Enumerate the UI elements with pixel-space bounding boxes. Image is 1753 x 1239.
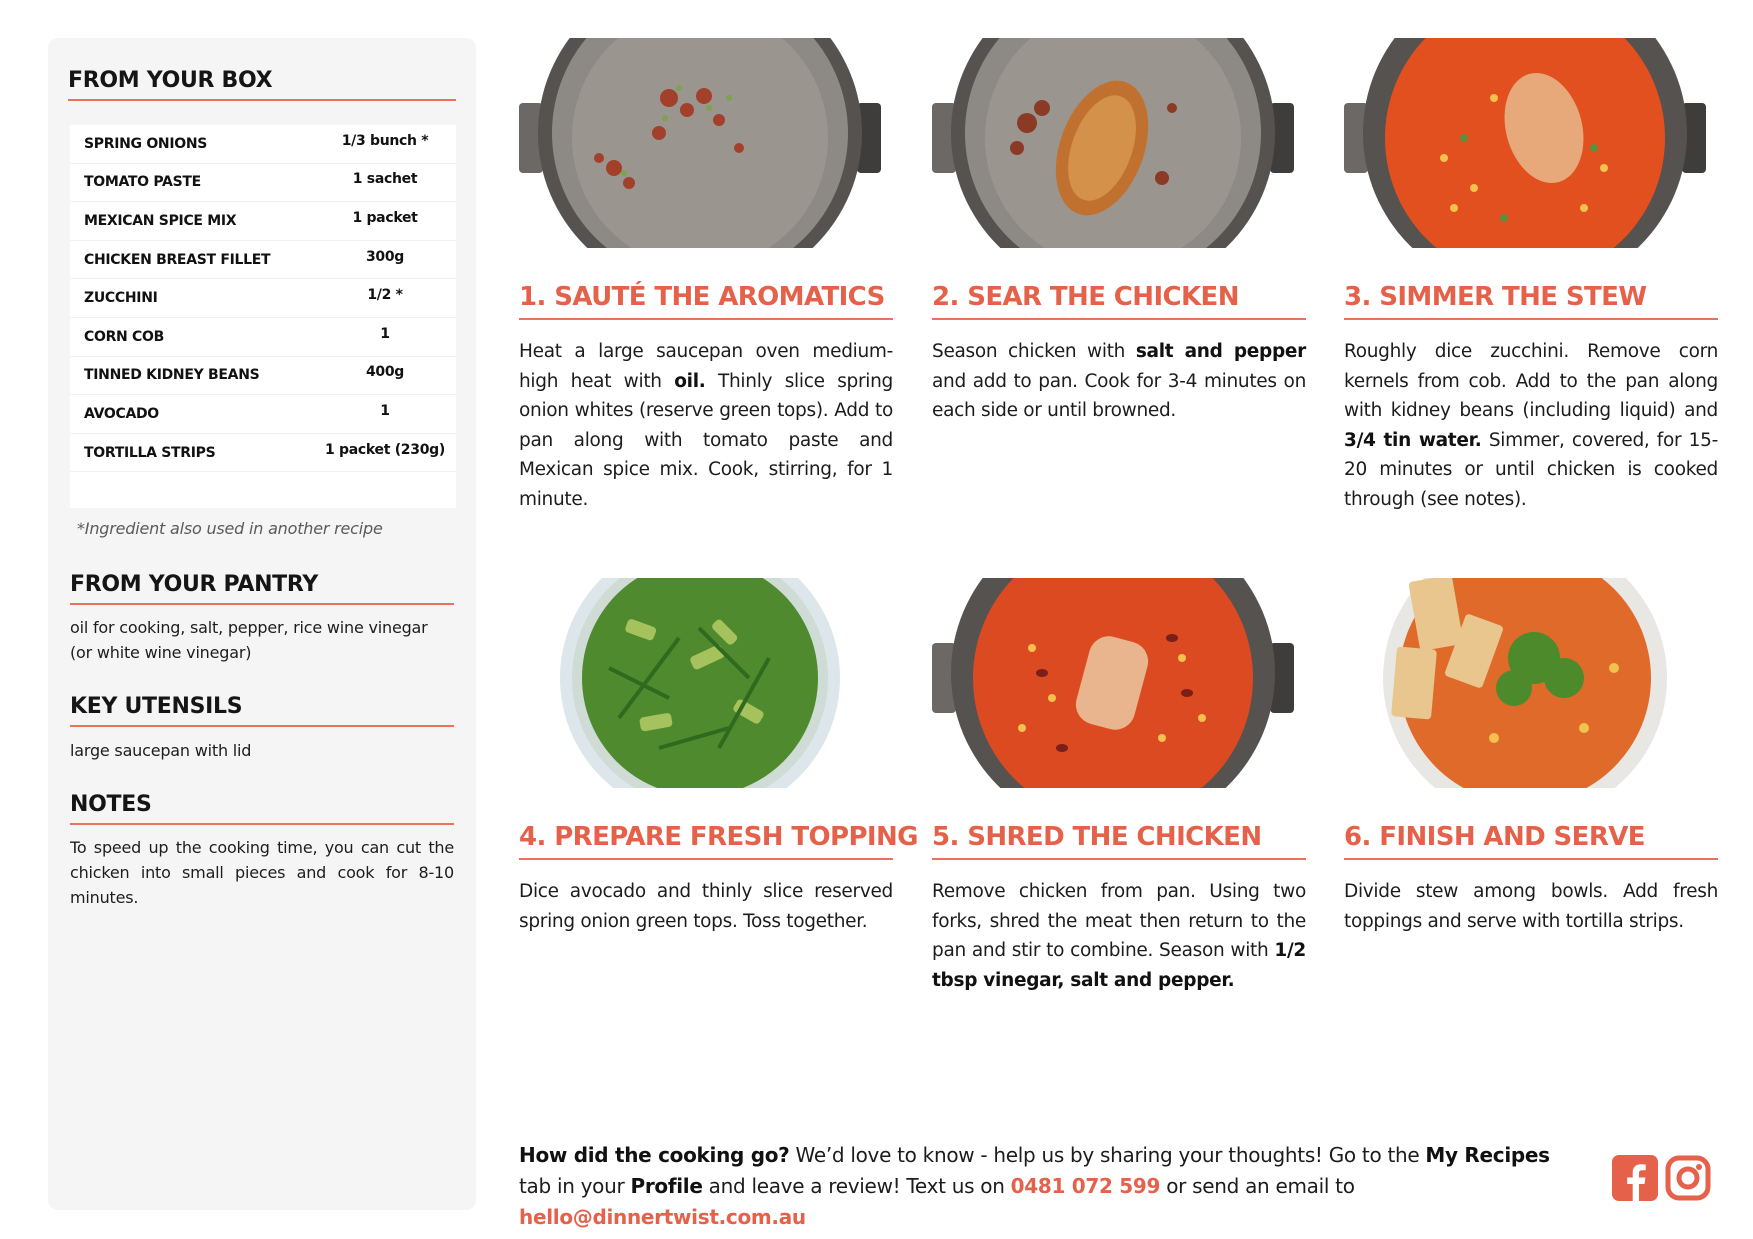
step-5-text: Remove chicken from pan. Using two forks, shred the meat then return to the pan and stir to combine. Season with 1/2 tbsp vinegar, salt and pepper. [932,881,1306,991]
ingredient-row [70,241,456,280]
ingredient-name: TORTILLA STRIPS [84,444,216,461]
ingredient-name: MEXICAN SPICE MIX [84,212,237,229]
ingredient-qty: 1 sachet [352,171,418,188]
ingredient-qty: 400g [365,364,405,381]
ingredient-name: AVOCADO [84,405,159,422]
ingredient-name: CORN COB [84,328,164,345]
step-1-text: Heat a large saucepan oven medium-high heat with oil. Thinly slice spring onion whites (reserve green tops). Add to pan along with tomato paste and Mexican spice mix. Cook, stirring, for 1 minute. [519,341,893,510]
step-4-text: Dice avocado and thinly slice reserved spring onion green tops. Toss together. [519,881,893,932]
ingredient-name: TOMATO PASTE [84,174,201,191]
ingredient-qty: 1 [380,325,390,342]
step-3-text: Roughly dice zucchini. Remove corn kernels from cob. Add to the pan along with kidney beans (including liquid) and 3/4 tin water. Simmer, covered, for 15-20 minutes or until chicken is cooked through (see notes). [1344,341,1718,510]
key-utensils-heading: KEY UTENSILS [70,694,454,727]
instagram-icon[interactable] [1665,1155,1711,1201]
email-link[interactable]: hello@dinnertwist.com.au [519,1205,806,1229]
ingredient-row [70,125,456,164]
step-6-title: 6. FINISH AND SERVE [1344,822,1718,860]
ingredient-footnote: *Ingredient also used in another recipe [77,519,383,538]
step-1-title: 1. SAUTÉ THE AROMATICS [519,282,893,320]
step-5-title: 5. SHRED THE CHICKEN [932,822,1306,860]
ingredient-qty: 1/3 bunch * [341,132,429,149]
notes-heading: NOTES [70,792,454,825]
step-1-photo [519,38,881,248]
ingredient-row [70,318,456,357]
from-your-box-heading: FROM YOUR BOX [68,68,456,101]
notes-text: To speed up the cooking time, you can cut the chicken into small pieces and cook for 8-10 minutes. [70,838,454,907]
ingredient-name: ZUCCHINI [84,290,158,307]
ingredient-row [70,357,456,396]
step-3-photo [1344,38,1706,248]
ingredient-row [70,434,456,473]
step-2-title: 2. SEAR THE CHICKEN [932,282,1306,320]
ingredient-row [70,202,456,241]
ingredient-qty: 1 [380,402,390,419]
ingredient-qty: 1 packet [352,209,418,226]
step-5-photo [932,578,1294,788]
facebook-icon[interactable] [1612,1155,1658,1201]
step-4-title: 4. PREPARE FRESH TOPPING [519,822,893,860]
ingredient-name: CHICKEN BREAST FILLET [84,251,271,268]
ingredient-qty: 1/2 * [367,287,403,304]
phone-link[interactable]: 0481 072 599 [1010,1174,1161,1198]
step-6-text: Divide stew among bowls. Add fresh toppings and serve with tortilla strips. [1344,881,1718,932]
ingredient-table [70,125,456,508]
ingredient-name: SPRING ONIONS [84,135,208,152]
ingredient-qty: 300g [365,248,405,265]
step-3-title: 3. SIMMER THE STEW [1344,282,1718,320]
feedback-footer: How did the cooking go? We’d love to know - help us by sharing your thoughts! Go to the My Recipes tab in your Profile and leave a review! Text us on 0481 072 599 or send an email to hello@dinnertwist.com.au [519,1143,1550,1229]
ingredient-row [70,395,456,434]
ingredient-row [70,279,456,318]
ingredient-qty: 1 packet (230g) [325,441,445,458]
pantry-text: oil for cooking, salt, pepper, rice wine vinegar (or white wine vinegar) [70,618,428,662]
step-4-photo [519,578,881,788]
step-6-photo [1344,578,1706,788]
ingredient-row [70,164,456,203]
ingredients-sidebar [48,38,476,1210]
step-2-text: Season chicken with salt and pepper and add to pan. Cook for 3-4 minutes on each side or until browned. [932,341,1307,421]
ingredient-name: TINNED KIDNEY BEANS [84,367,260,384]
utensils-text: large saucepan with lid [70,741,252,760]
from-your-pantry-heading: FROM YOUR PANTRY [70,572,454,605]
step-2-photo [932,38,1294,248]
